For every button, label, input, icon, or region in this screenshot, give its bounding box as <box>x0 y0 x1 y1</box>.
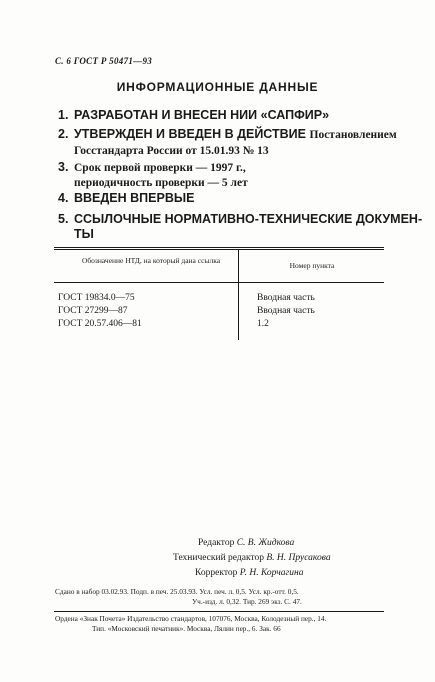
editor-line: Редактор С. В. Жидкова <box>198 538 295 548</box>
table-header-rule <box>54 282 384 283</box>
info-item-2: 2. УТВЕРЖДЕН И ВВЕДЕН В ДЕЙСТВИЕ Постановлением Госстандарта России от 15.01.93 № 13 <box>58 127 397 157</box>
table-header-designation: Обозначение НТД, на который дана ссылка <box>81 256 221 265</box>
imprint-line-1: Сдано в набор 03.02.93. Подп. в печ. 25.03.93. Усл. печ. л. 0,5. Усл. кр.-отт. 0,5. <box>55 587 299 596</box>
info-item-1: 1. РАЗРАБОТАН И ВНЕСЕН НИИ «САПФИР» <box>58 108 330 122</box>
table-row: ГОСТ 19834.0—75 <box>58 293 135 303</box>
table-cell-clause: 1.2 <box>257 319 269 329</box>
table-top-rule-2 <box>54 249 384 250</box>
info-item-4: 4. ВВЕДЕН ВПЕРВЫЕ <box>58 191 195 205</box>
table-cell-clause: Вводная часть <box>257 306 315 316</box>
imprint-line-3: Ордена «Знак Почета» Издательство стандартов, 107076, Москва, Колодезный пер., 14. <box>55 614 327 623</box>
imprint-rule <box>54 611 384 612</box>
page-header: С. 6 ГОСТ Р 50471—93 <box>55 56 153 66</box>
info-item-3: 3. Срок первой проверки — 1997 г., периодичность проверки — 5 лет <box>58 160 248 189</box>
section-title: ИНФОРМАЦИОННЫЕ ДАННЫЕ <box>116 80 319 94</box>
table-header-clause: Номер пункта <box>289 261 335 270</box>
table-cell-clause: Вводная часть <box>257 293 315 303</box>
imprint-line-2: Уч.-изд. л. 0,32. Тир. 269 экз. С. 47. <box>192 597 302 606</box>
table-row: ГОСТ 20.57.406—81 <box>58 319 142 329</box>
info-item-5: 5. ССЫЛОЧНЫЕ НОРМАТИВНО-ТЕХНИЧЕСКИЕ ДОКУМЕН- ТЫ <box>58 212 423 241</box>
imprint-line-4: Тип. «Московский печатник». Москва, Лялин пер., 6. Зак. 66 <box>92 624 281 633</box>
table-row: ГОСТ 27299—87 <box>58 306 128 316</box>
tech-editor-line: Технический редактор В. Н. Прусакова <box>173 553 331 563</box>
table-column-divider <box>238 250 239 340</box>
table-top-rule <box>54 247 384 248</box>
proofreader-line: Корректор Р. Н. Корчагина <box>195 568 304 578</box>
